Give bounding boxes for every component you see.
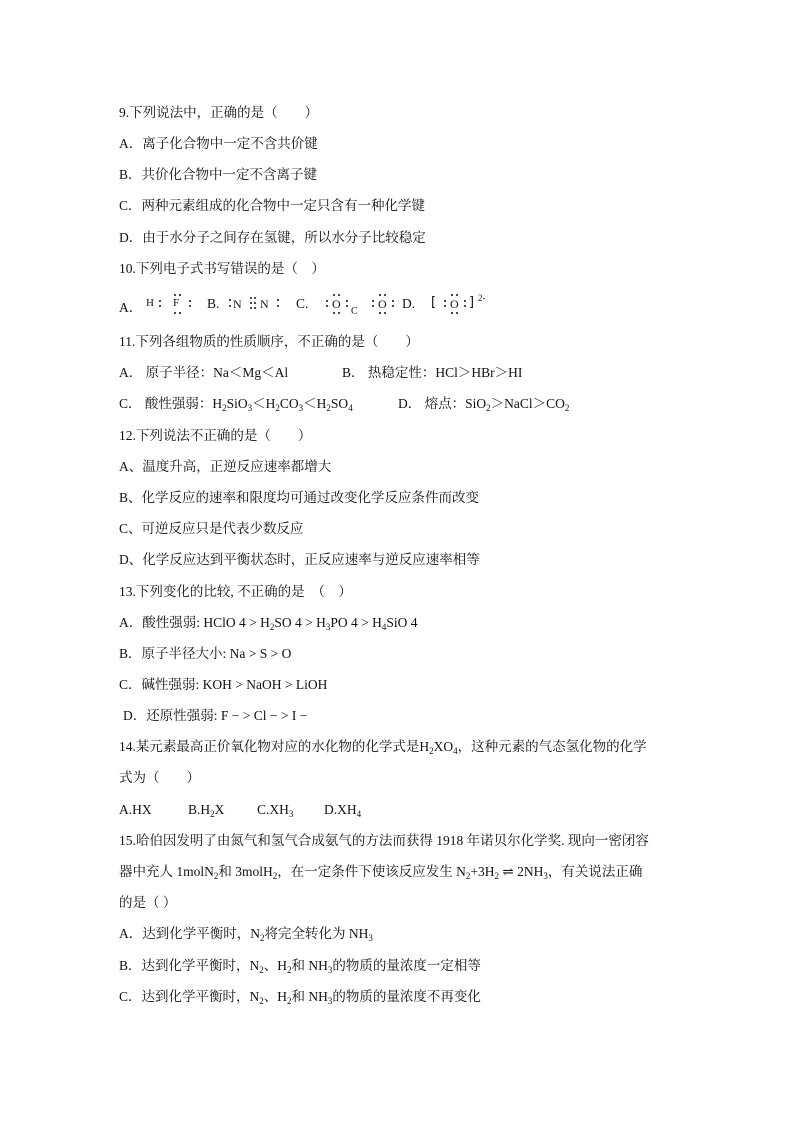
q13-option-c: C．碱性强弱: KOH > NaOH > LiOH <box>119 677 328 692</box>
electron-dot <box>179 312 181 314</box>
electron-dot <box>250 307 252 309</box>
q14-option-b: $B.H_2X$ <box>188 802 225 819</box>
q11-option-b: B． 热稳定性：HCl＞HBr＞HI <box>342 365 523 380</box>
q15-line1: 15.哈伯因发明了由氮气和氢气合成氨气的方法而获得 1918 年诺贝尔化学奖. 现向一密闭容 <box>119 833 649 848</box>
electron-dot <box>229 299 231 301</box>
electron-dot <box>229 305 231 307</box>
q13-option-a-formula: HClO $4 > H_2SO$ $4 > H_3PO$ $4 > H_4SiO$ 4 <box>203 615 418 632</box>
electron-dot <box>326 305 328 307</box>
electron-dot <box>250 297 252 299</box>
q10-label-c: C. <box>296 296 309 311</box>
q14-option-c: $C.XH_3$ <box>257 802 294 819</box>
q11-option-c-formula: $H_2SiO_3<H_2CO_3<H_2SO_4$ <box>212 396 353 413</box>
q10-atom-o2: O <box>378 297 387 311</box>
electron-dot <box>451 312 453 314</box>
q11-option-d-formula: $SiO_2>NaCl>CO_2$ <box>465 396 570 413</box>
q10-label-a: A． <box>119 300 143 315</box>
electron-dot <box>392 305 394 307</box>
electron-dot <box>384 294 386 296</box>
electron-dot <box>464 305 466 307</box>
electron-dot <box>277 299 279 301</box>
electron-dot <box>174 312 176 314</box>
q11-option-d-label: D． 熔点： <box>398 396 466 411</box>
q15-option-a: A．达到化学平衡时，$N_2$将完全转化为 $NH_3$ <box>119 926 373 943</box>
q11-option-c-label: C． 酸性强弱： <box>119 396 213 411</box>
q14-line2: 式为（ ） <box>119 770 200 785</box>
electron-dot <box>254 302 256 304</box>
electron-dot <box>346 305 348 307</box>
electron-dot <box>254 307 256 309</box>
q10-bracket-left: [ <box>431 295 437 310</box>
q9-stem: 9.下列说法中，正确的是（ ） <box>119 105 319 120</box>
q14-option-a: A.HX <box>119 802 152 817</box>
electron-dot <box>326 300 328 302</box>
q10-atom-f: F <box>173 297 180 309</box>
q15-line3: 的是（ ） <box>119 895 177 910</box>
q10-atom-o1: O <box>332 297 341 311</box>
q12-option-b: B、化学反应的速率和限度均可通过改变化学反应条件而改变 <box>119 490 480 505</box>
q12-stem: 12.下列说法不正确的是（ ） <box>119 428 312 443</box>
electron-dot <box>464 300 466 302</box>
q10-atom-o3: O <box>450 297 459 311</box>
electron-dot <box>250 302 252 304</box>
electron-dot <box>338 312 340 314</box>
electron-dot <box>444 305 446 307</box>
q10-atom-n2: N <box>260 297 269 311</box>
q15-line2-a: 器中充人 1molN$_2$和 3molH$_2$，在一定条件下使该反应发生 <box>119 864 457 881</box>
electron-dot <box>379 294 381 296</box>
q13-option-a <box>119 614 418 632</box>
q14-line1 <box>119 738 647 756</box>
electron-dot <box>174 294 176 296</box>
electron-dot <box>159 300 161 302</box>
q15-equation: $N_2+3H_2$ ⇌ $2NH_3$ <box>456 864 548 881</box>
q13-option-a-label: A．酸性强弱: <box>119 615 204 630</box>
q14-option-d: $D.XH_4$ <box>324 802 362 819</box>
q10-atom-n1: N <box>233 297 242 311</box>
q13-option-d: D．还原性强弱: F − > Cl − > I − <box>123 708 308 723</box>
q12-option-d: D、化学反应达到平衡状态时，正反应速率与逆反应速率相等 <box>119 552 480 567</box>
q10-atom-c: C <box>351 306 358 317</box>
electron-dot <box>333 312 335 314</box>
q14-line1-pre: 14.某元素最高正价氧化物对应的水化物的化学式是 <box>119 739 420 754</box>
q9-option-d: D．由于水分子之间存在氢键，所以水分子比较稳定 <box>119 230 426 245</box>
q12-option-a: A、温度升高，正逆反应速率都增大 <box>119 459 332 474</box>
electron-dot <box>384 312 386 314</box>
q11-stem: 11.下列各组物质的性质顺序，不正确的是（ ） <box>119 334 419 349</box>
q14-formula: $H_2XO_4$ <box>419 739 458 756</box>
electron-dot <box>338 294 340 296</box>
electron-dot <box>372 305 374 307</box>
q15-option-c: C．达到化学平衡时，$N_2$、$H_2$和 $NH_3$的物质的量浓度不再变化 <box>119 989 481 1006</box>
q15-line2-b: ，有关说法正确 <box>547 864 643 879</box>
q9-option-c: C．两种元素组成的化合物中一定只含有一种化学键 <box>119 198 426 213</box>
electron-dot <box>189 305 191 307</box>
electron-dot <box>379 312 381 314</box>
q13-option-b: B．原子半径大小: Na > S > O <box>119 646 292 661</box>
q10-bracket-right: ] <box>469 295 475 310</box>
q9-option-a: A．离子化合物中一定不含共价键 <box>119 136 318 151</box>
electron-dot <box>277 305 279 307</box>
q11-option-d <box>398 395 569 413</box>
electron-dot <box>179 294 181 296</box>
electron-dot <box>333 294 335 296</box>
electron-dot <box>159 305 161 307</box>
q14-line1-post: ，这种元素的气态氢化物的化学 <box>457 739 647 754</box>
electron-dot <box>392 300 394 302</box>
electron-dot <box>189 300 191 302</box>
q10-stem: 10.下列电子式书写错误的是（ ） <box>119 261 325 276</box>
q10-label-d: D. <box>402 296 416 311</box>
q11-option-a: A． 原子半径：Na＜Mg＜Al <box>119 365 289 380</box>
q10-charge: 2- <box>478 293 486 303</box>
q10-atom-h: H <box>146 297 154 309</box>
q15-line2 <box>119 863 642 881</box>
q12-option-c: C、可逆反应只是代表少数反应 <box>119 521 304 536</box>
electron-dot <box>372 300 374 302</box>
q10-label-b: B. <box>207 296 220 311</box>
q11-option-c <box>119 395 353 413</box>
electron-dot <box>346 300 348 302</box>
q13-stem: 13.下列变化的比较, 不正确的是 （ ） <box>119 584 352 599</box>
electron-dot <box>456 294 458 296</box>
electron-dot <box>456 312 458 314</box>
q15-option-b: B．达到化学平衡时，$N_2$、$H_2$和 $NH_3$的物质的量浓度一定相等 <box>119 958 481 975</box>
q9-option-b: B．共价化合物中一定不含离子键 <box>119 167 318 182</box>
electron-dot <box>444 300 446 302</box>
electron-dot <box>451 294 453 296</box>
electron-dot <box>254 297 256 299</box>
